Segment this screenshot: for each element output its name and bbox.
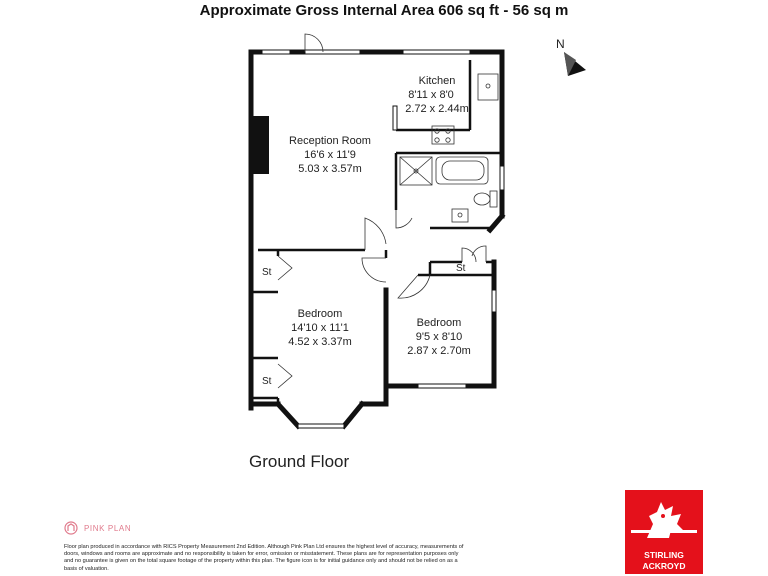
gross-area-title: Approximate Gross Internal Area 606 sq ft - 56 sq m xyxy=(199,2,569,19)
reception-metric: 5.03 x 3.57m xyxy=(298,163,362,175)
bedroom2-imperial: 9'5 x 8'10 xyxy=(415,331,463,343)
floor-label: Ground Floor xyxy=(249,452,350,471)
bedroom1-metric: 4.52 x 3.37m xyxy=(288,336,352,348)
reception-imperial: 16'6 x 11'9 xyxy=(304,149,356,161)
storage-label-1: St xyxy=(262,267,272,278)
window-top-left xyxy=(262,50,290,54)
window-bath xyxy=(500,166,504,190)
window-bed2-bottom xyxy=(418,384,466,388)
stirling-ackroyd-logo xyxy=(625,490,703,574)
storage-label-2: St xyxy=(262,376,272,387)
kitchen-metric: 2.72 x 2.44m xyxy=(405,103,469,115)
kitchen-name: Kitchen xyxy=(418,75,456,87)
window-kitchen xyxy=(393,106,397,130)
window-top-right xyxy=(403,50,470,54)
griffin-icon xyxy=(625,494,703,548)
disclaimer-text: Floor plan produced in accordance with RICS Property Measurement 2nd Edition. Although Pink Plan Ltd ensures the highest level of accuracy, measurements of doors, windows and rooms are approximate and no responsibility is taken for error, omission or misstatement. These plans are for representation purposes only and no guarantee is given on the total square footage of the property within this plan. The figure icon is for initial guidance only and should not be relied on as a basis of valuation. xyxy=(64,544,464,572)
basin-icon xyxy=(452,209,468,222)
reception-name: Reception Room xyxy=(289,135,371,147)
brand-line-1: STIRLING xyxy=(644,550,684,560)
bedroom1-imperial: 14'10 x 11'1 xyxy=(291,322,349,334)
pink-plan-icon xyxy=(64,521,78,535)
kitchen-imperial: 8'11 x 8'0 xyxy=(408,89,454,101)
wc-icon xyxy=(490,191,497,207)
pink-plan-label: PINK PLAN xyxy=(84,523,132,533)
window-bay xyxy=(298,424,344,428)
pink-plan-logo xyxy=(64,521,131,535)
window-bed2-side xyxy=(492,290,496,312)
bedroom2-metric: 2.87 x 2.70m xyxy=(407,345,471,357)
compass-icon xyxy=(564,52,586,76)
bedroom2-name: Bedroom xyxy=(416,317,462,329)
brand-line-2: ACKROYD xyxy=(642,561,686,571)
compass-label: N xyxy=(556,37,565,51)
bedroom1-name: Bedroom xyxy=(297,308,343,320)
storage-label-3: St xyxy=(456,263,466,274)
window-top-mid xyxy=(305,50,360,54)
sink-icon xyxy=(478,74,498,100)
